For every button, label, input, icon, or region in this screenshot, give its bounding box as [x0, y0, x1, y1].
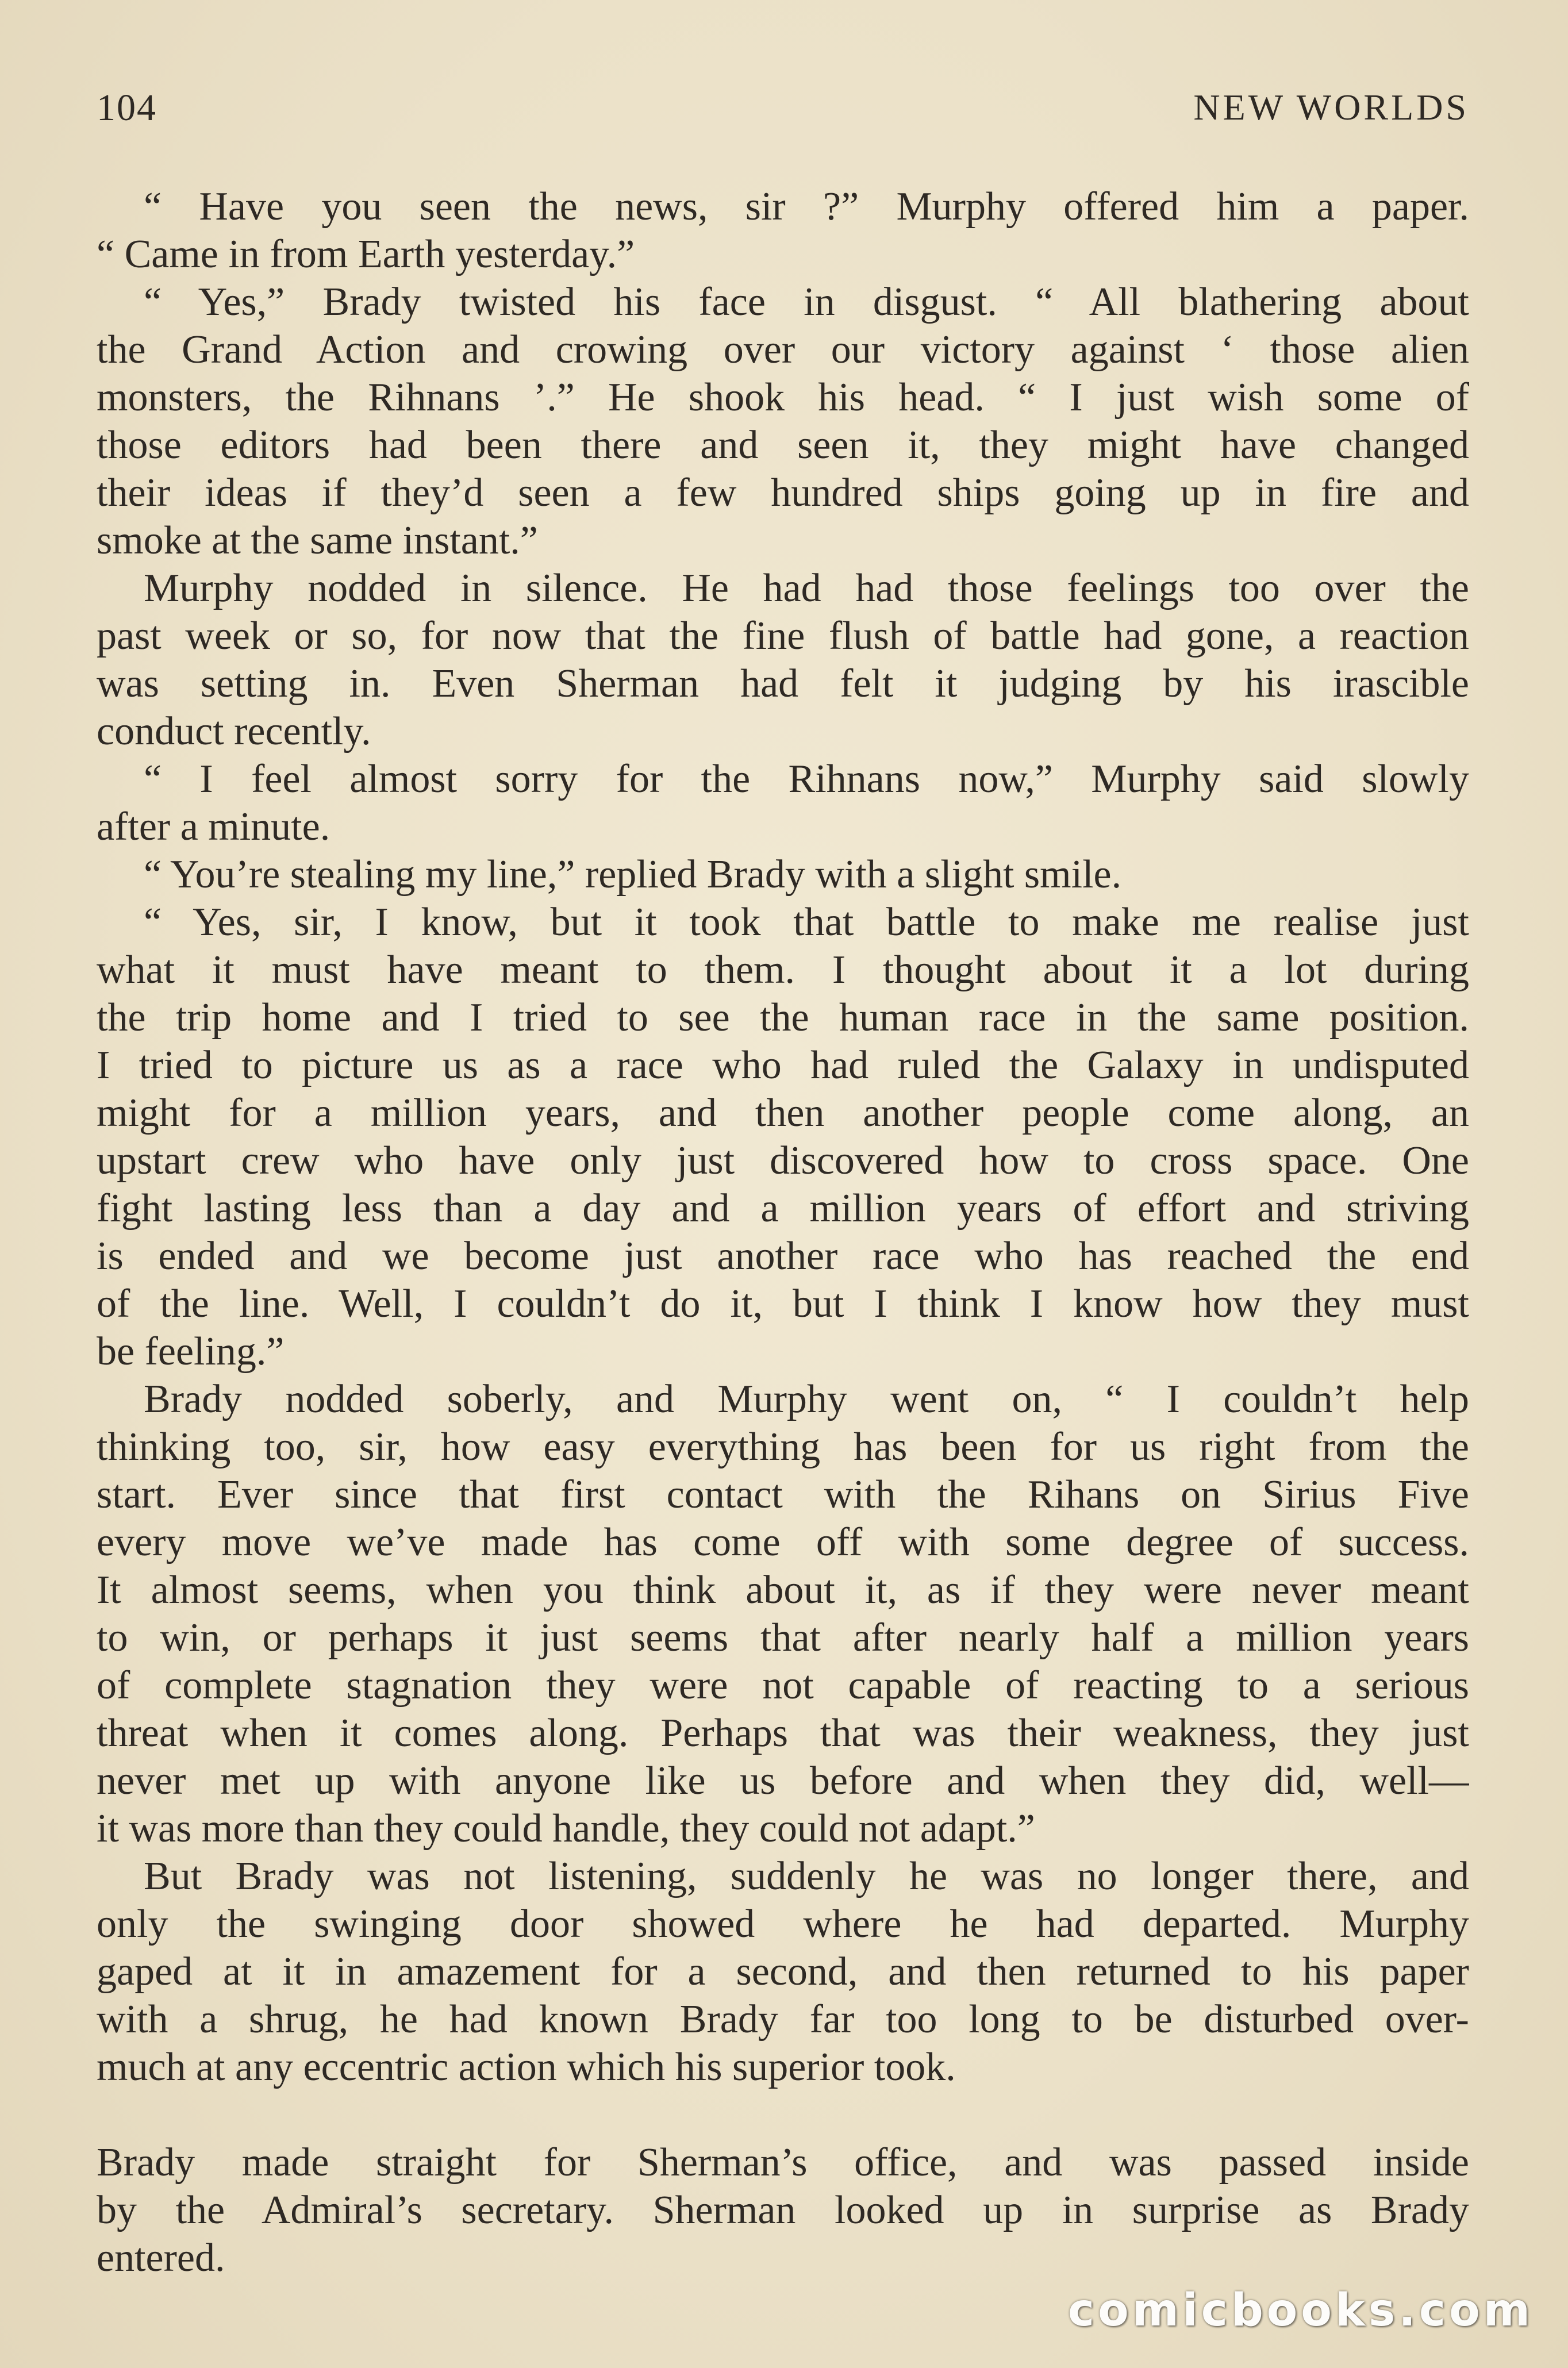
- text-line: Murphy nodded in silence. He had had those feelings too over the: [144, 566, 1469, 610]
- site-watermark: comicbooks.com: [1067, 2285, 1534, 2336]
- body-text: [97, 183, 1469, 2282]
- text-line: the Grand Action and crowing over our victory against ‘ those alien: [97, 328, 1469, 372]
- text-line: “ Yes, sir, I know, but it took that battle to make me realise just: [144, 900, 1469, 944]
- page-number: 104: [97, 87, 157, 129]
- text-line: upstart crew who have only just discovered how to cross space. One: [97, 1139, 1469, 1183]
- running-title: NEW WORLDS: [1193, 87, 1469, 128]
- text-line: Brady made straight for Sherman’s office, and was passed inside: [97, 2140, 1469, 2185]
- text-line: never met up with anyone like us before and when they did, well—: [97, 1759, 1469, 1803]
- text-line: smoke at the same instant.”: [97, 518, 538, 563]
- text-line: every move we’ve made has come off with some degree of success.: [97, 1520, 1469, 1564]
- text-line: “ Yes,” Brady twisted his face in disgust. “ All blathering about: [144, 280, 1469, 324]
- text-line: only the swinging door showed where he had departed. Murphy: [97, 1902, 1469, 1946]
- text-line: by the Admiral’s secretary. Sherman looked up in surprise as Brady: [97, 2188, 1469, 2232]
- text-line: Brady nodded soberly, and Murphy went on, “ I couldn’t help: [144, 1377, 1469, 1421]
- text-line: much at any eccentric action which his superior took.: [97, 2045, 956, 2089]
- text-line: what it must have meant to them. I thought about it a lot during: [97, 948, 1469, 992]
- text-line: threat when it comes along. Perhaps that was their weakness, they just: [97, 1711, 1469, 1755]
- text-line: of complete stagnation they were not capable of reacting to a serious: [97, 1663, 1469, 1708]
- text-line: the trip home and I tried to see the human race in the same position.: [97, 995, 1469, 1040]
- text-line: “ I feel almost sorry for the Rihnans now,” Murphy said slowly: [144, 757, 1469, 801]
- text-line: to win, or perhaps it just seems that after nearly half a million years: [97, 1616, 1469, 1660]
- text-line: monsters, the Rihnans ’.” He shook his head. “ I just wish some of: [97, 375, 1469, 420]
- text-line: their ideas if they’d seen a few hundred ships going up in fire and: [97, 471, 1469, 515]
- text-line: I tried to picture us as a race who had ruled the Galaxy in undisputed: [97, 1043, 1469, 1087]
- text-line: It almost seems, when you think about it, as if they were never meant: [97, 1568, 1469, 1612]
- page-header: [97, 86, 1469, 149]
- section-break: [97, 2091, 1469, 2139]
- text-line: fight lasting less than a day and a million years of effort and striving: [97, 1186, 1469, 1231]
- text-line: past week or so, for now that the fine flush of battle had gone, a reaction: [97, 614, 1469, 658]
- text-line: “ Have you seen the news, sir ?” Murphy offered him a paper.: [144, 184, 1469, 229]
- text-line: “ You’re stealing my line,” replied Brady with a slight smile.: [144, 852, 1122, 897]
- text-line: But Brady was not listening, suddenly he was no longer there, and: [144, 1854, 1469, 1898]
- text-line: entered.: [97, 2236, 225, 2280]
- text-line: start. Ever since that first contact with the Rihans on Sirius Five: [97, 1473, 1469, 1517]
- text-line: of the line. Well, I couldn’t do it, but I think I know how they must: [97, 1282, 1469, 1326]
- text-line: it was more than they could handle, they could not adapt.”: [97, 1806, 1035, 1851]
- text-line: with a shrug, he had known Brady far too long to be disturbed over-: [97, 1997, 1469, 2042]
- text-line: those editors had been there and seen it, they might have changed: [97, 423, 1469, 467]
- text-line: after a minute.: [97, 805, 330, 849]
- text-line: is ended and we become just another race who has reached the end: [97, 1234, 1469, 1278]
- text-line: “ Came in from Earth yesterday.”: [97, 232, 635, 276]
- text-line: be feeling.”: [97, 1329, 285, 1374]
- text-line: might for a million years, and then another people come along, an: [97, 1091, 1469, 1135]
- text-line: thinking too, sir, how easy everything has been for us right from the: [97, 1425, 1469, 1469]
- text-line: conduct recently.: [97, 709, 371, 754]
- text-line: was setting in. Even Sherman had felt it judging by his irascible: [97, 662, 1469, 706]
- text-line: gaped at it in amazement for a second, and then returned to his paper: [97, 1950, 1469, 1994]
